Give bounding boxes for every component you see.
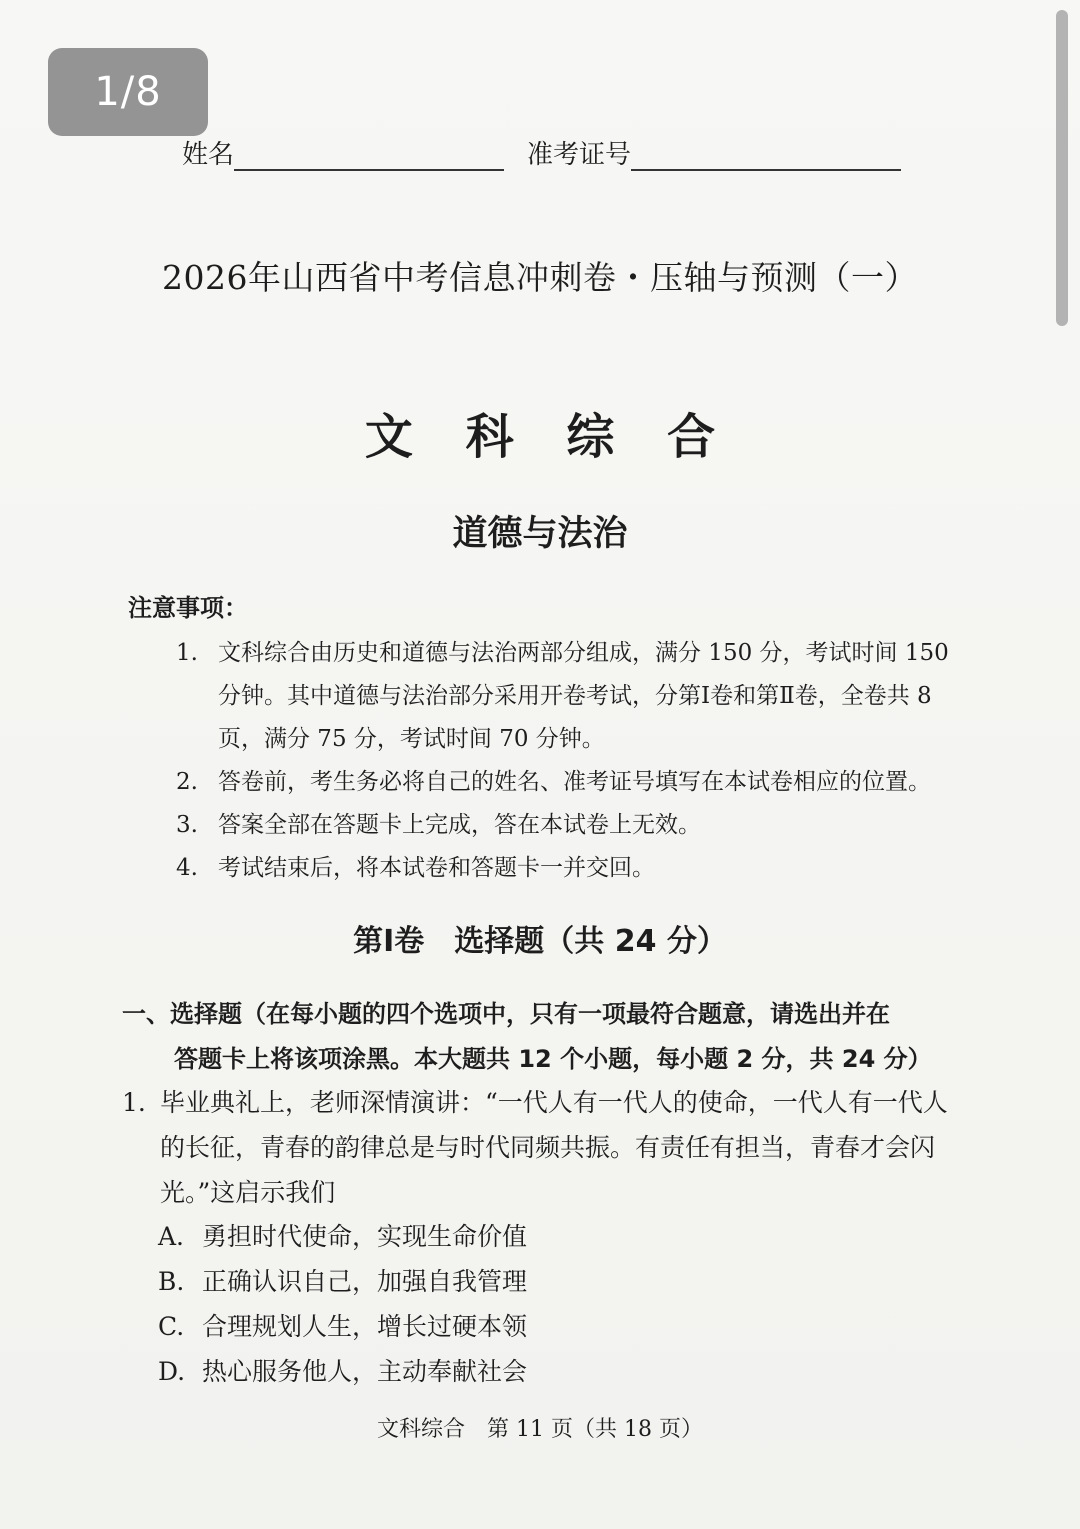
subject-char: 文 xyxy=(364,409,413,465)
exam-title: 2026年山西省中考信息冲刺卷・压轴与预测（一） xyxy=(162,258,918,297)
volume-heading: 第Ⅰ卷 选择题（共 24 分） xyxy=(353,924,727,959)
candidate-info-line xyxy=(182,134,922,174)
page-counter-text: 1/8 xyxy=(94,69,162,115)
option-letter: A. xyxy=(158,1222,185,1251)
notice-item-number: 4. xyxy=(176,855,198,881)
option-text: 正确认识自己，加强自我管理 xyxy=(202,1267,528,1296)
vertical-scrollbar[interactable] xyxy=(1056,10,1068,326)
exam-id-field xyxy=(527,134,901,171)
answer-options xyxy=(158,1214,858,1394)
subject-char: 合 xyxy=(667,409,716,465)
instruction-line-1: 一、选择题（在每小题的四个选项中，只有一项最符合题意，请选出并在 xyxy=(122,1000,890,1028)
question-1 xyxy=(122,1080,972,1215)
option-letter: C. xyxy=(158,1312,185,1341)
option-d xyxy=(158,1349,858,1394)
option-c xyxy=(158,1304,858,1349)
subject-title xyxy=(0,398,1080,467)
section-instruction xyxy=(122,992,972,1082)
subject-char: 综 xyxy=(566,409,615,465)
instruction-line-2: 答题卡上将该项涂黑。本大题共 12 个小题，每小题 2 分，共 24 分） xyxy=(174,1045,932,1073)
name-label: 姓名 xyxy=(182,140,235,170)
question-text: 毕业典礼上，老师深情演讲：“一代人有一代人的使命，一代人有一代人的长征，青春的韵律总是与时代同频共振。有责任有担当，青春才会闪光。”这启示我们 xyxy=(160,1088,948,1207)
page-counter-badge xyxy=(48,48,208,136)
option-b xyxy=(158,1259,858,1304)
notice-item xyxy=(176,632,956,761)
notice-item-number: 3. xyxy=(176,812,198,838)
notice-item xyxy=(176,847,956,890)
option-text: 合理规划人生，增长过硬本领 xyxy=(202,1312,528,1341)
notice-item-number: 1. xyxy=(176,640,198,666)
option-letter: D. xyxy=(158,1357,186,1386)
option-text: 热心服务他人，主动奉献社会 xyxy=(202,1357,528,1386)
notice-heading: 注意事项： xyxy=(128,594,248,622)
option-text: 勇担时代使命，实现生命价值 xyxy=(202,1222,528,1251)
option-a xyxy=(158,1214,858,1259)
notice-item-text: 文科综合由历史和道德与法治两部分组成，满分 150 分，考试时间 150 分钟。其中道德与法治部分采用开卷考试，分第Ⅰ卷和第Ⅱ卷，全卷共 8 页，满分 75 分，考试时间 70 分钟。 xyxy=(218,640,949,752)
notice-list xyxy=(176,632,956,890)
notice-item xyxy=(176,804,956,847)
notice-item-text: 答卷前，考生务必将自己的姓名、准考证号填写在本试卷相应的位置。 xyxy=(218,769,931,795)
page-footer: 文科综合 第 11 页（共 18 页） xyxy=(377,1417,703,1442)
notice-item xyxy=(176,761,956,804)
notice-item-text: 答案全部在答题卡上完成，答在本试卷上无效。 xyxy=(218,812,701,838)
notice-item-text: 考试结束后，将本试卷和答题卡一并交回。 xyxy=(218,855,655,881)
name-underline xyxy=(234,145,504,171)
subject-char: 科 xyxy=(465,409,514,465)
question-number: 1. xyxy=(122,1088,146,1117)
section-title: 道德与法治 xyxy=(452,514,628,554)
notice-item-number: 2. xyxy=(176,769,198,795)
exam-id-label: 准考证号 xyxy=(527,140,632,170)
exam-id-underline xyxy=(631,145,901,171)
option-letter: B. xyxy=(158,1267,185,1296)
name-field xyxy=(182,134,504,171)
